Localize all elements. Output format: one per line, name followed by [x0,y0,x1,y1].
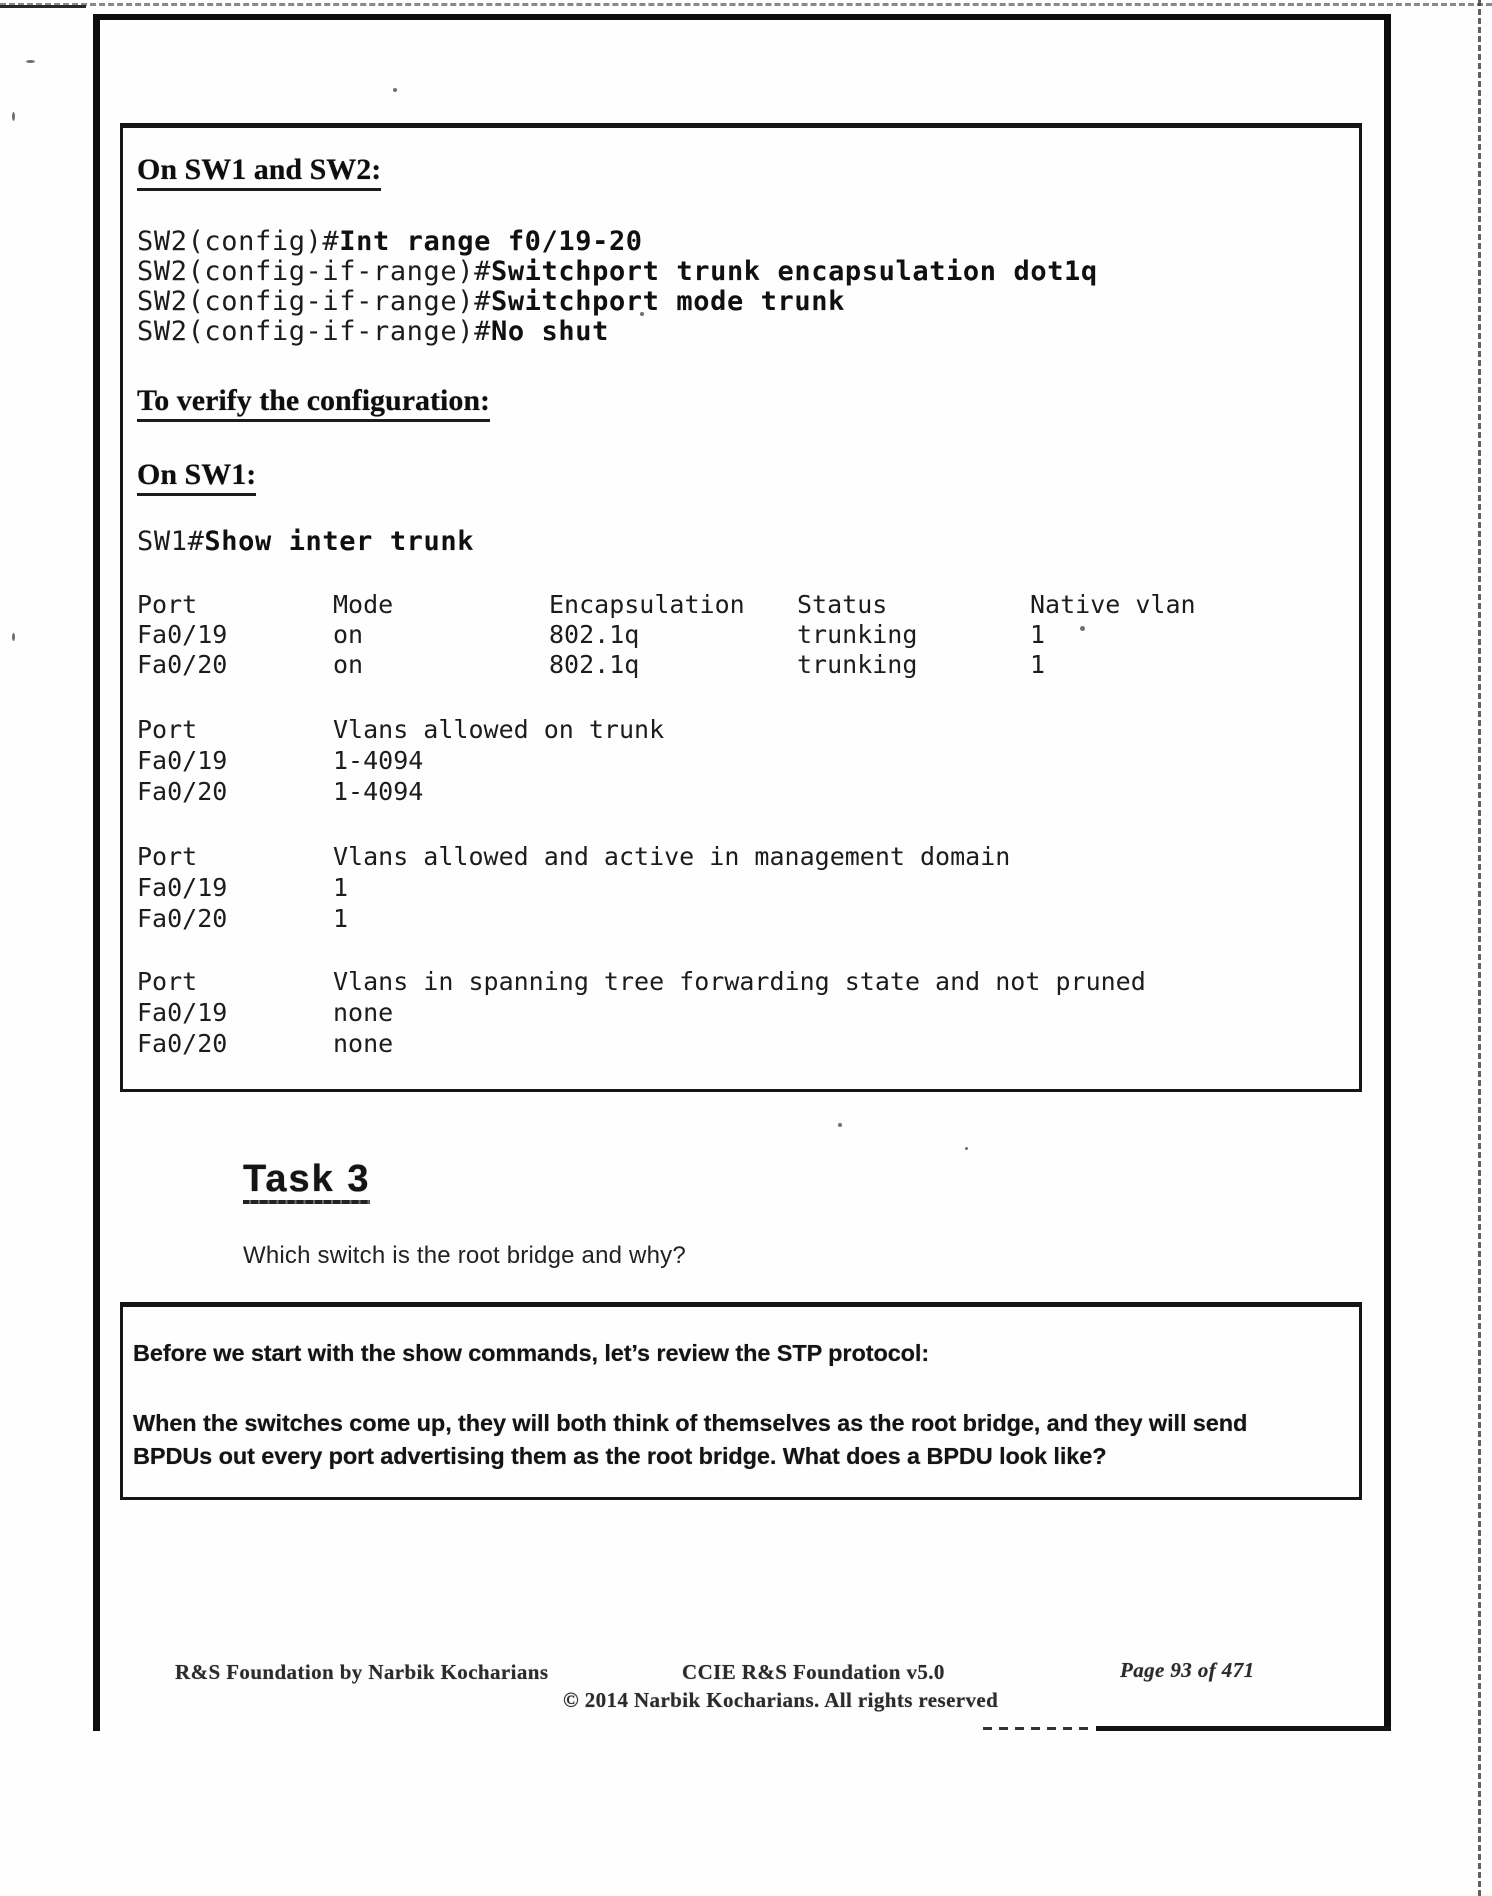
cli-prompt: SW1# [137,526,205,557]
active-table-row: Fa0/19 1 [137,873,349,902]
scan-speck [393,88,397,92]
section-heading-on-sw1: On SW1: [137,460,256,496]
cli-prompt: SW2(config-if-range)# [137,316,491,347]
note-paragraph: Before we start with the show commands, let’s review the STP protocol: [133,1340,930,1366]
cli-command: Int range f0/19-20 [339,226,643,257]
cli-line [137,287,845,317]
allowed-table-row: Fa0/19 1-4094 [137,746,424,775]
section-heading-on-sw1-sw2: On SW1 and SW2: [137,155,381,191]
cli-prompt: SW2(config-if-range)# [137,256,491,287]
cli-line [137,227,643,257]
trunk-table-row: Fa0/19 on 802.1q trunking 1 [137,620,1046,649]
scan-speck [12,633,15,641]
col-encapsulation: Encapsulation [549,590,745,619]
cli-command: Switchport trunk encapsulation dot1q [490,256,1098,287]
cli-line [137,257,1098,287]
cli-command: Show inter trunk [204,526,475,557]
scan-speck [12,112,15,121]
note-paragraph: When the switches come up, they will both think of themselves as the root bridge, and they will send BPDUs out every port advertising them as the root bridge. What does a BPDU look like? [133,1410,1248,1469]
scan-speck [26,60,35,63]
scan-artifact-top-dash [0,5,86,8]
cli-line-show-trunk [137,527,474,557]
scan-artifact-top-line [0,3,1492,6]
footer-edition: CCIE R&S Foundation v5.0 [682,1660,945,1684]
footer-page-number: Page 93 of 471 [1120,1658,1255,1682]
footer-copyright: © 2014 Narbik Kocharians. All rights reserved [563,1688,999,1712]
scan-speck [838,1123,842,1127]
cli-prompt: SW2(config-if-range)# [137,286,491,317]
cli-line [137,317,609,347]
col-port: Port [137,590,198,619]
col-status: Status [797,590,888,619]
scan-speck [965,1147,968,1150]
allowed-table-header: Port Vlans allowed on trunk [137,715,665,744]
active-table-header: Port Vlans allowed and active in management domain [137,842,1011,871]
active-table-row: Fa0/20 1 [137,904,349,933]
page-border-left [93,14,100,1731]
task-question: Which switch is the root bridge and why? [243,1242,686,1269]
stp-table-header: Port Vlans in spanning tree forwarding state and not pruned [137,967,1146,996]
trunk-table-row: Fa0/20 on 802.1q trunking 1 [137,650,1046,679]
footer-book-title: R&S Foundation by Narbik Kocharians [175,1660,549,1684]
cli-command: No shut [490,316,609,347]
col-native-vlan: Native vlan [1030,590,1196,619]
page-border-bottom [1096,1726,1391,1731]
cli-prompt: SW2(config)# [137,226,340,257]
col-mode: Mode [333,590,394,619]
trunk-table-header [137,590,1196,620]
page-border-top [93,14,1391,20]
page-border-bottom-dotted [983,1727,1093,1730]
task-heading: Task 3 [243,1158,371,1200]
scan-artifact-right-line [1478,0,1481,1896]
section-heading-verify: To verify the configuration: [137,386,490,422]
allowed-table-row: Fa0/20 1-4094 [137,777,424,806]
stp-table-row: Fa0/20 none [137,1029,394,1058]
cli-command: Switchport mode trunk [490,286,845,317]
stp-table-row: Fa0/19 none [137,998,394,1027]
page-border-right [1384,14,1391,1731]
